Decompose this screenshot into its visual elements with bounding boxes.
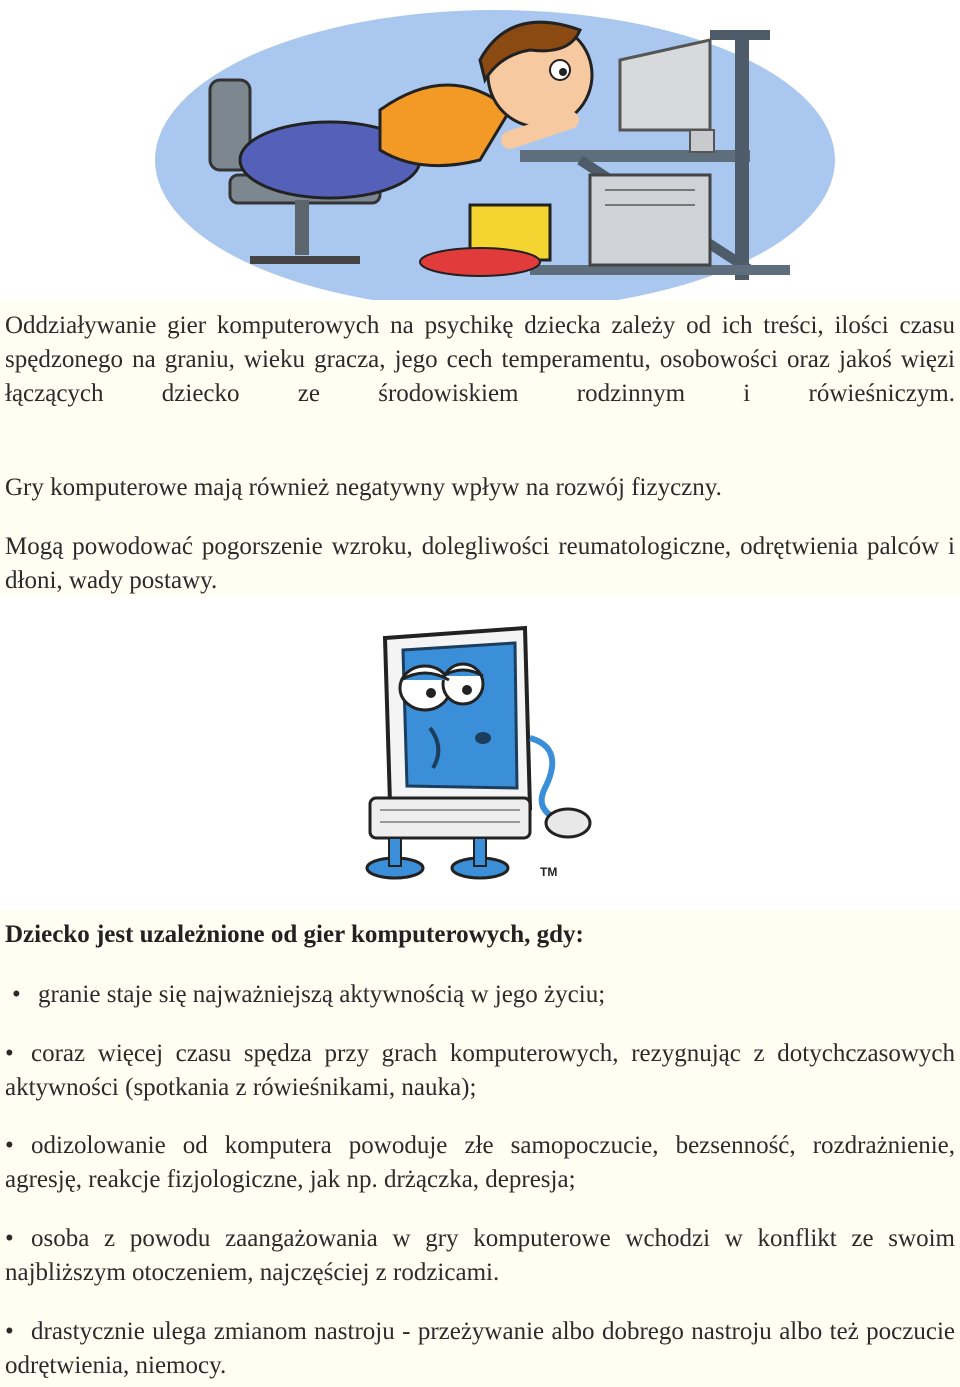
bullet-icon: • (5, 1225, 14, 1252)
bullet-icon: • (5, 1040, 14, 1067)
computer-mascot-illustration (355, 618, 595, 888)
addiction-heading: Dziecko jest uzależnione od gier komputerowych, gdy: (5, 921, 584, 948)
boy-at-computer-illustration (150, 0, 840, 300)
bullet-icon: • (5, 1318, 14, 1345)
list-item: • drastycznie ulega zmianom nastroju - przeżywanie albo dobrego nastroju albo też poczucie odrętwienia, niemocy. (5, 1315, 955, 1383)
list-item: • granie staje się najważniejszą aktywnością w jego życiu; (12, 978, 960, 1012)
list-item: • odizolowanie od komputera powoduje złe samopoczucie, bezsenność, rozdrażnienie, agresję, reakcje fizjologiczne, jak np. drżączka, depresja; (5, 1129, 955, 1197)
intro-paragraph-1: Oddziaływanie gier komputerowych na psychikę dziecka zależy od ich treści, ilości czasu spędzonego na graniu, wieku gracza, jego cech temperamentu, osobowości oraz jakoś więzi łączących dziecko ze środowiskiem rodzinnym i rówieśniczym. (5, 312, 955, 407)
list-item: • osoba z powodu zaangażowania w gry komputerowe wchodzi w konflikt ze swoim najbliższym otoczeniem, najczęściej z rodzicami. (5, 1222, 955, 1290)
intro-paragraph-2: Gry komputerowe mają również negatywny wpływ na rozwój fizyczny. (5, 474, 722, 501)
intro-paragraph-3: Mogą powodować pogorszenie wzroku, dolegliwości reumatologiczne, odrętwienia palców i dłoni, wady postawy. (5, 533, 955, 594)
bullet-icon: • (12, 981, 21, 1008)
bullet-icon: • (5, 1132, 14, 1159)
trademark-mark: TM (540, 865, 558, 879)
list-item: • coraz więcej czasu spędza przy grach komputerowych, rezygnując z dotychczasowych aktywności (spotkania z rówieśnikami, nauka); (5, 1037, 955, 1105)
